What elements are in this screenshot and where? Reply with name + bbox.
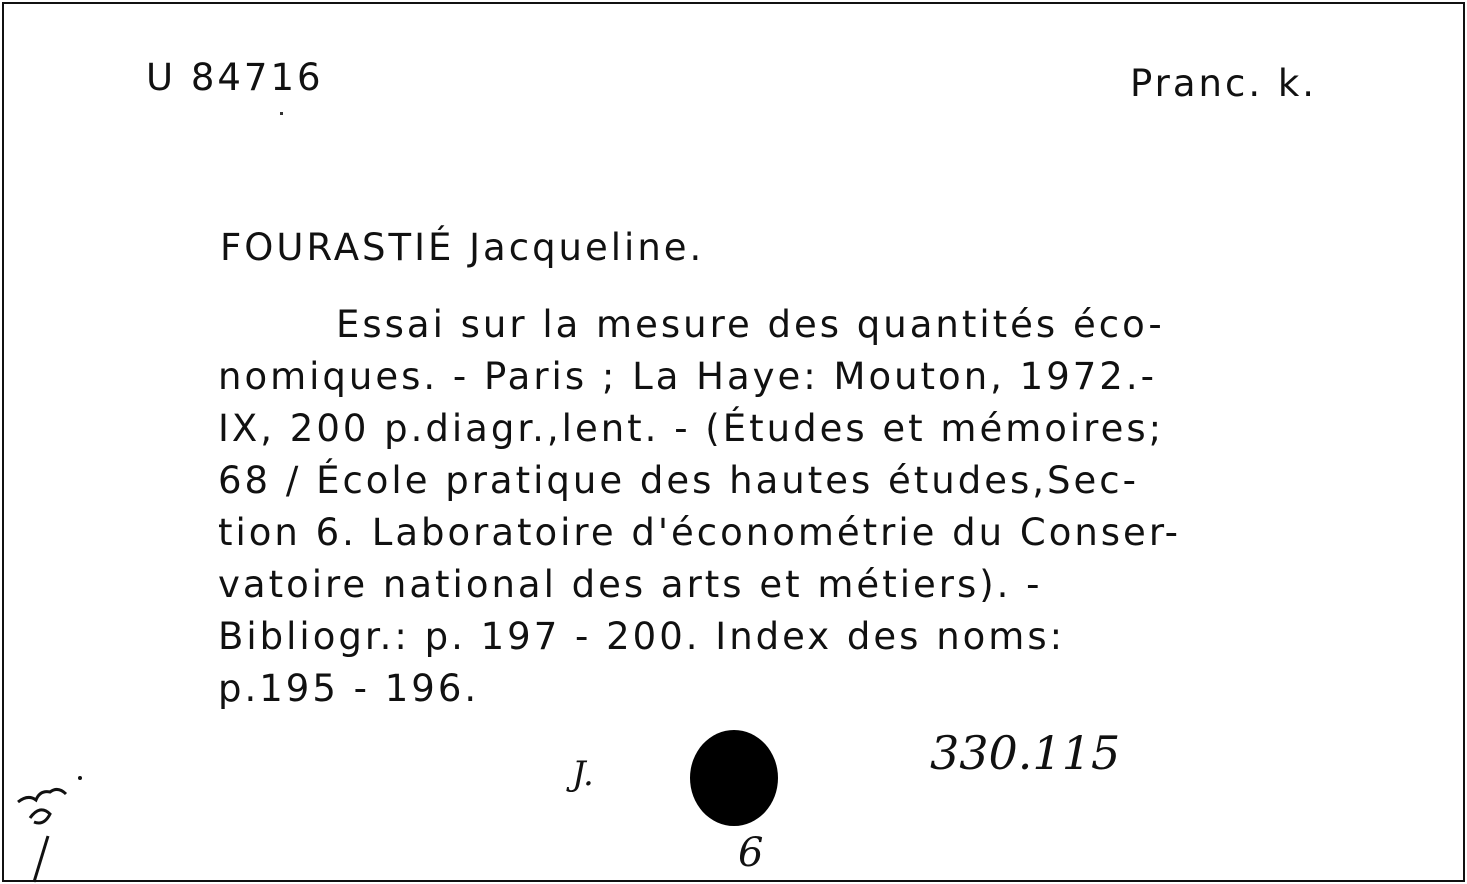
description-line: p.195 - 196. [218,667,480,710]
author-heading: FOURASTIÉ Jacqueline. [220,226,705,269]
classification-number: 330.115 [930,726,1121,780]
language-note: Pranc. k. [1130,62,1318,105]
ink-dot [280,112,283,115]
handwritten-note: 6 [738,830,764,876]
description-line: tion 6. Laboratoire d'économétrie du Conser- [218,511,1182,554]
margin-scribble-icon [10,774,90,884]
description-line: IX, 200 p.diagr.,lent. - (Études et mémoires; [218,407,1165,450]
description-line: vatoire national des arts et métiers). - [218,563,1043,606]
description-line: 68 / École pratique des hautes études,Sec- [218,459,1139,502]
description-line: nomiques. - Paris ; La Haye: Mouton, 1972.- [218,355,1157,398]
catalog-card [2,2,1465,882]
description-line: Bibliogr.: p. 197 - 200. Index des noms: [218,615,1066,658]
punch-hole [690,730,778,826]
description-line: Essai sur la mesure des quantités éco- [336,303,1165,346]
call-number: U 84716 [146,56,324,99]
handwritten-mark: J. [572,754,594,794]
bibliographic-description [218,299,1428,715]
